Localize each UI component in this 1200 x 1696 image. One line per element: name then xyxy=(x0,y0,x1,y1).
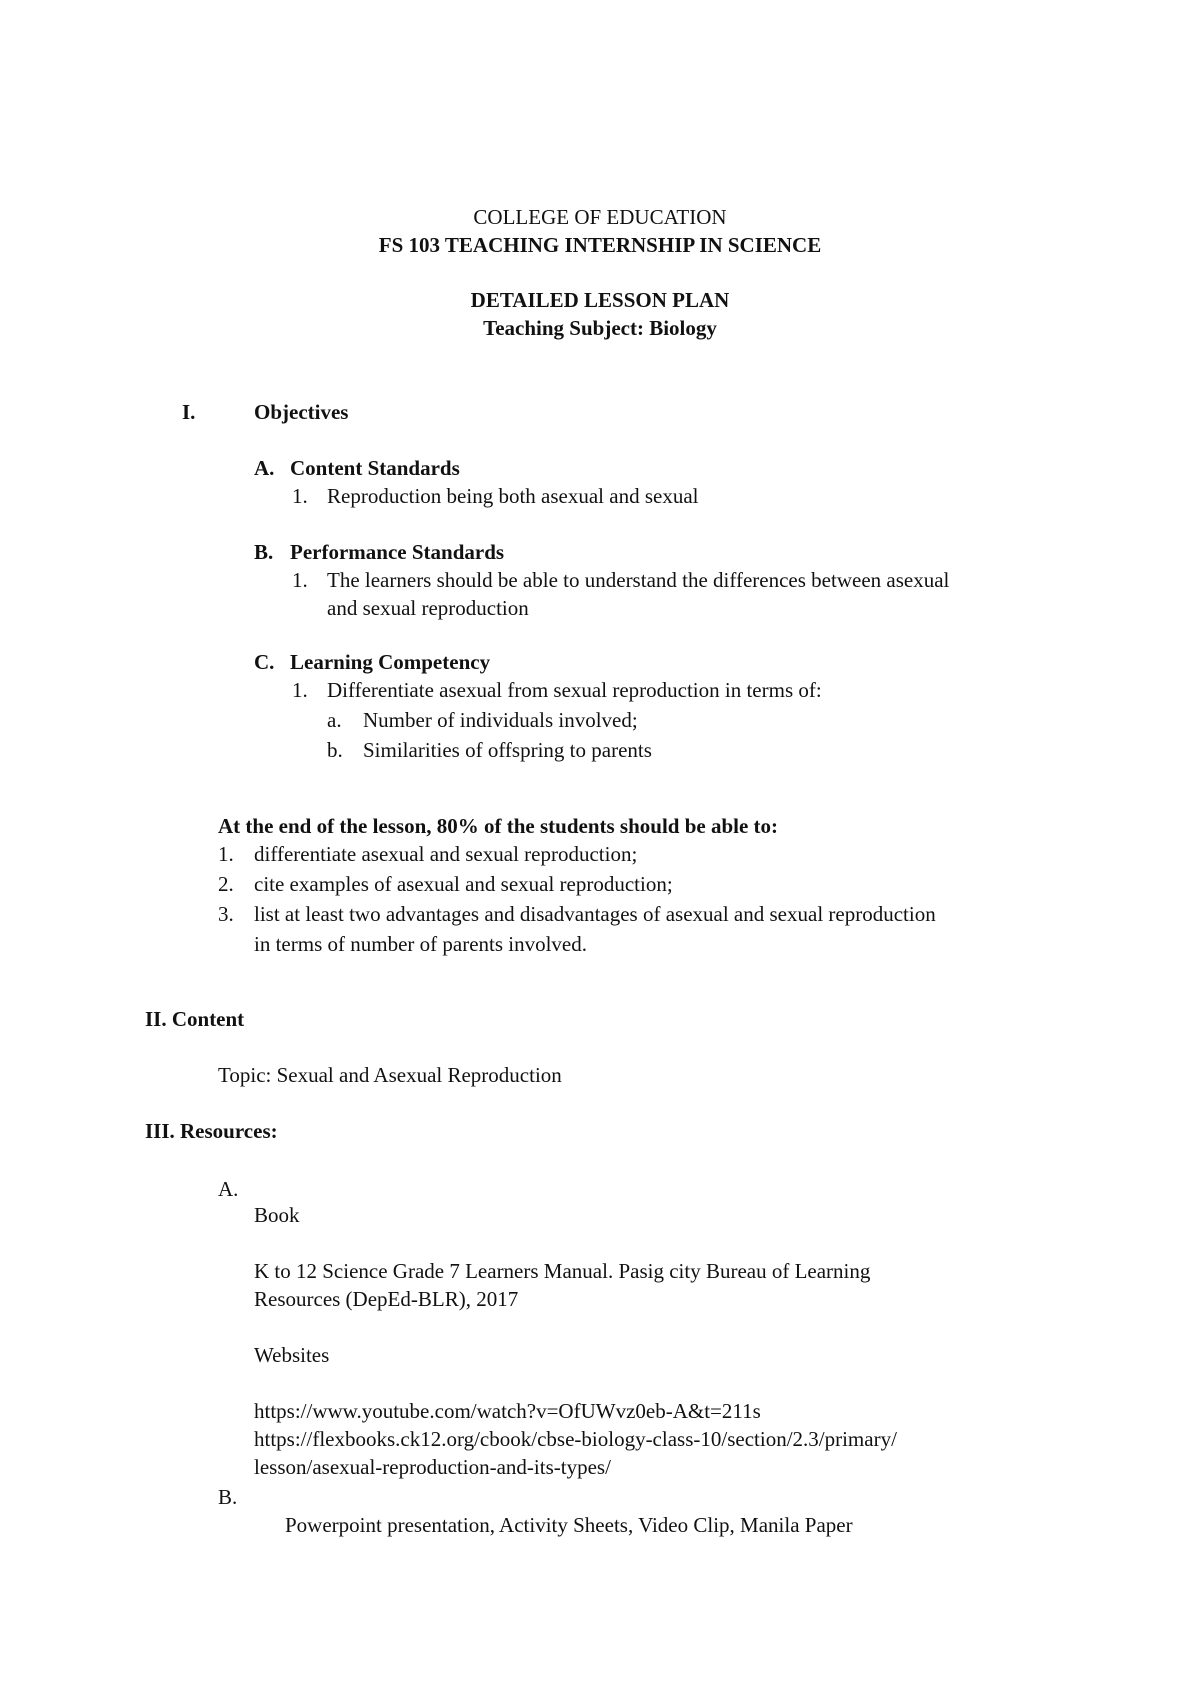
materials-line: Powerpoint presentation, Activity Sheets, Video Clip, Manila Paper xyxy=(285,1513,853,1537)
performance-standards-letter: B. xyxy=(254,540,274,564)
list-item-number: 1. xyxy=(292,568,308,592)
resources-heading: III. Resources: xyxy=(145,1119,278,1143)
learning-objective-item-line1: list at least two advantages and disadvantages of asexual and sexual reproduction xyxy=(254,902,936,926)
website-url-2-line1[interactable]: https://flexbooks.ck12.org/cbook/cbse-biology-class-10/section/2.3/primary/ xyxy=(254,1427,897,1451)
list-item-number: 3. xyxy=(218,902,234,926)
website-url-2-line2[interactable]: lesson/asexual-reproduction-and-its-types/ xyxy=(254,1455,611,1479)
course-title: FS 103 TEACHING INTERNSHIP IN SCIENCE xyxy=(378,233,822,257)
book-reference-line2: Resources (DepEd-BLR), 2017 xyxy=(254,1287,519,1311)
teaching-subject: Teaching Subject: Biology xyxy=(483,316,717,340)
sub-item-letter: a. xyxy=(327,708,342,732)
sub-item: Number of individuals involved; xyxy=(363,708,638,732)
list-item-number: 1. xyxy=(292,484,308,508)
learning-competency-item: Differentiate asexual from sexual reproduction in terms of: xyxy=(327,678,822,702)
list-item-number: 1. xyxy=(292,678,308,702)
website-url-1[interactable]: https://www.youtube.com/watch?v=OfUWvz0eb-A&t=211s xyxy=(254,1399,761,1423)
objectives-heading: Objectives xyxy=(254,400,349,424)
learning-objective-item: cite examples of asexual and sexual reproduction; xyxy=(254,872,673,896)
content-standards-letter: A. xyxy=(254,456,275,480)
end-of-lesson-heading: At the end of the lesson, 80% of the students should be able to: xyxy=(218,814,779,838)
college-name: COLLEGE OF EDUCATION xyxy=(473,205,727,229)
resource-letter-b: B. xyxy=(218,1485,238,1509)
learning-objective-item: differentiate asexual and sexual reproduction; xyxy=(254,842,638,866)
resource-letter-a: A. xyxy=(218,1177,239,1201)
learning-competency-heading: Learning Competency xyxy=(290,650,491,674)
performance-standards-heading: Performance Standards xyxy=(290,540,505,564)
content-standards-heading: Content Standards xyxy=(290,456,460,480)
performance-standard-item-line2: and sexual reproduction xyxy=(327,596,529,620)
learning-objective-item-line2: in terms of number of parents involved. xyxy=(254,932,588,956)
websites-label: Websites xyxy=(254,1343,330,1367)
performance-standard-item-line1: The learners should be able to understand the differences between asexual xyxy=(327,568,950,592)
content-standard-item: Reproduction being both asexual and sexual xyxy=(327,484,699,508)
document-title: DETAILED LESSON PLAN xyxy=(470,288,730,312)
list-item-number: 2. xyxy=(218,872,234,896)
learning-competency-letter: C. xyxy=(254,650,275,674)
sub-item-letter: b. xyxy=(327,738,343,762)
topic-line: Topic: Sexual and Asexual Reproduction xyxy=(218,1063,562,1087)
book-reference-line1: K to 12 Science Grade 7 Learners Manual. Pasig city Bureau of Learning xyxy=(254,1259,871,1283)
objectives-numeral: I. xyxy=(182,400,196,424)
sub-item: Similarities of offspring to parents xyxy=(363,738,652,762)
list-item-number: 1. xyxy=(218,842,234,866)
content-heading: II. Content xyxy=(145,1007,245,1031)
book-label: Book xyxy=(254,1203,300,1227)
